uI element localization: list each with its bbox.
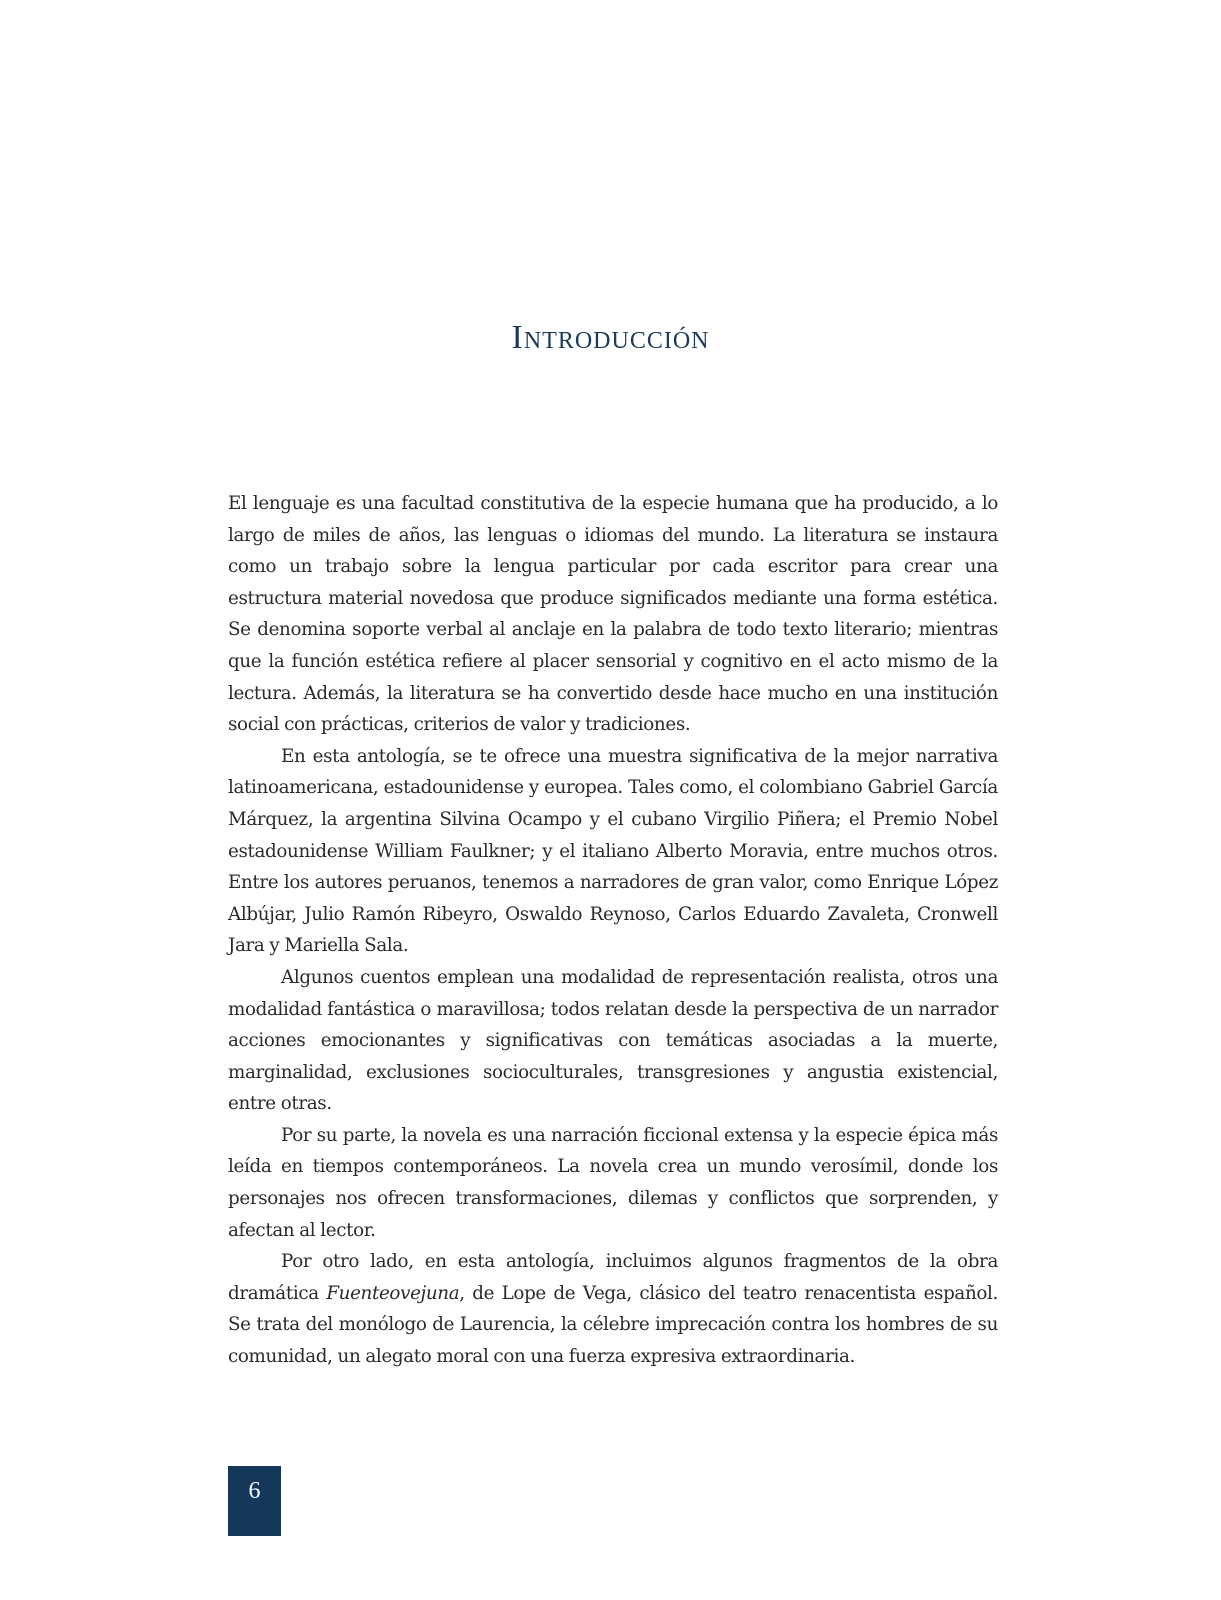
- paragraph-5-start: Por otro lado, en esta antología, incluimos algunos fragmentos de la obra dramática: [228, 1251, 998, 1304]
- paragraph-2: En esta antología, se te ofrece una muestra significativa de la mejor narrativa latinoamericana, estadounidense y europea. Tales como, el colombiano Gabriel García Márquez, la argentina Silvina Ocampo y el cubano Virgilio Piñera; el Premio Nobel estadounidense William Faulkner; y el italiano Alberto Moravia, entre muchos otros. Entre los autores peruanos, tenemos a narradores de gran valor, como Enrique López Albújar, Julio Ramón Ribeyro, Oswaldo Reynoso, Carlos Eduardo Zavaleta, Cronwell Jara y Mariella Sala.: [228, 745, 998, 957]
- paragraph-4: Por su parte, la novela es una narración ficcional extensa y la especie épica más leída en tiempos contemporáneos. La novela crea un mundo verosímil, donde los personajes nos ofrecen transformaciones, dilemas y conflictos que sorprenden, y afectan al lector.: [228, 1124, 998, 1241]
- paragraph-5-end: , de Lope de Vega, clásico del teatro renacentista español. Se trata del monólogo de Laurencia, la célebre imprecación contra los hombres de su comunidad, un alegato moral con una fuerza expresiva extraordinaria.: [228, 1282, 999, 1368]
- work-title-italic: Fuenteovejuna: [326, 1282, 460, 1304]
- page-number-box: [228, 1466, 281, 1536]
- paragraph-1: El lenguaje es una facultad constitutiva de la especie humana que ha producido, a lo largo de miles de años, las lenguas o idiomas del mundo. La literatura se instaura como un trabajo sobre la lengua particular por cada escritor para crear una estructura material novedosa que produce significados mediante una forma estética. Se denomina soporte verbal al anclaje en la palabra de todo texto literario; mientras que la función estética refiere al placer sensorial y cognitivo en el acto mismo de la lectura. Además, la literatura se ha convertido desde hace mucho en una institución social con prácticas, criterios de valor y tradiciones.: [228, 493, 998, 736]
- paragraph-3: Algunos cuentos emplean una modalidad de representación realista, otros una modalidad fantástica o maravillosa; todos relatan desde la perspectiva de un narrador acciones emocionantes y significativas con temáticas asociadas a la muerte, marginalidad, exclusiones socioculturales, transgresiones y angustia existencial, entre otras.: [228, 966, 998, 1115]
- body-text: [228, 488, 998, 1373]
- paragraph-5: [228, 1246, 998, 1372]
- page-title: Introducción: [511, 319, 710, 356]
- page-number: 6: [248, 1478, 261, 1504]
